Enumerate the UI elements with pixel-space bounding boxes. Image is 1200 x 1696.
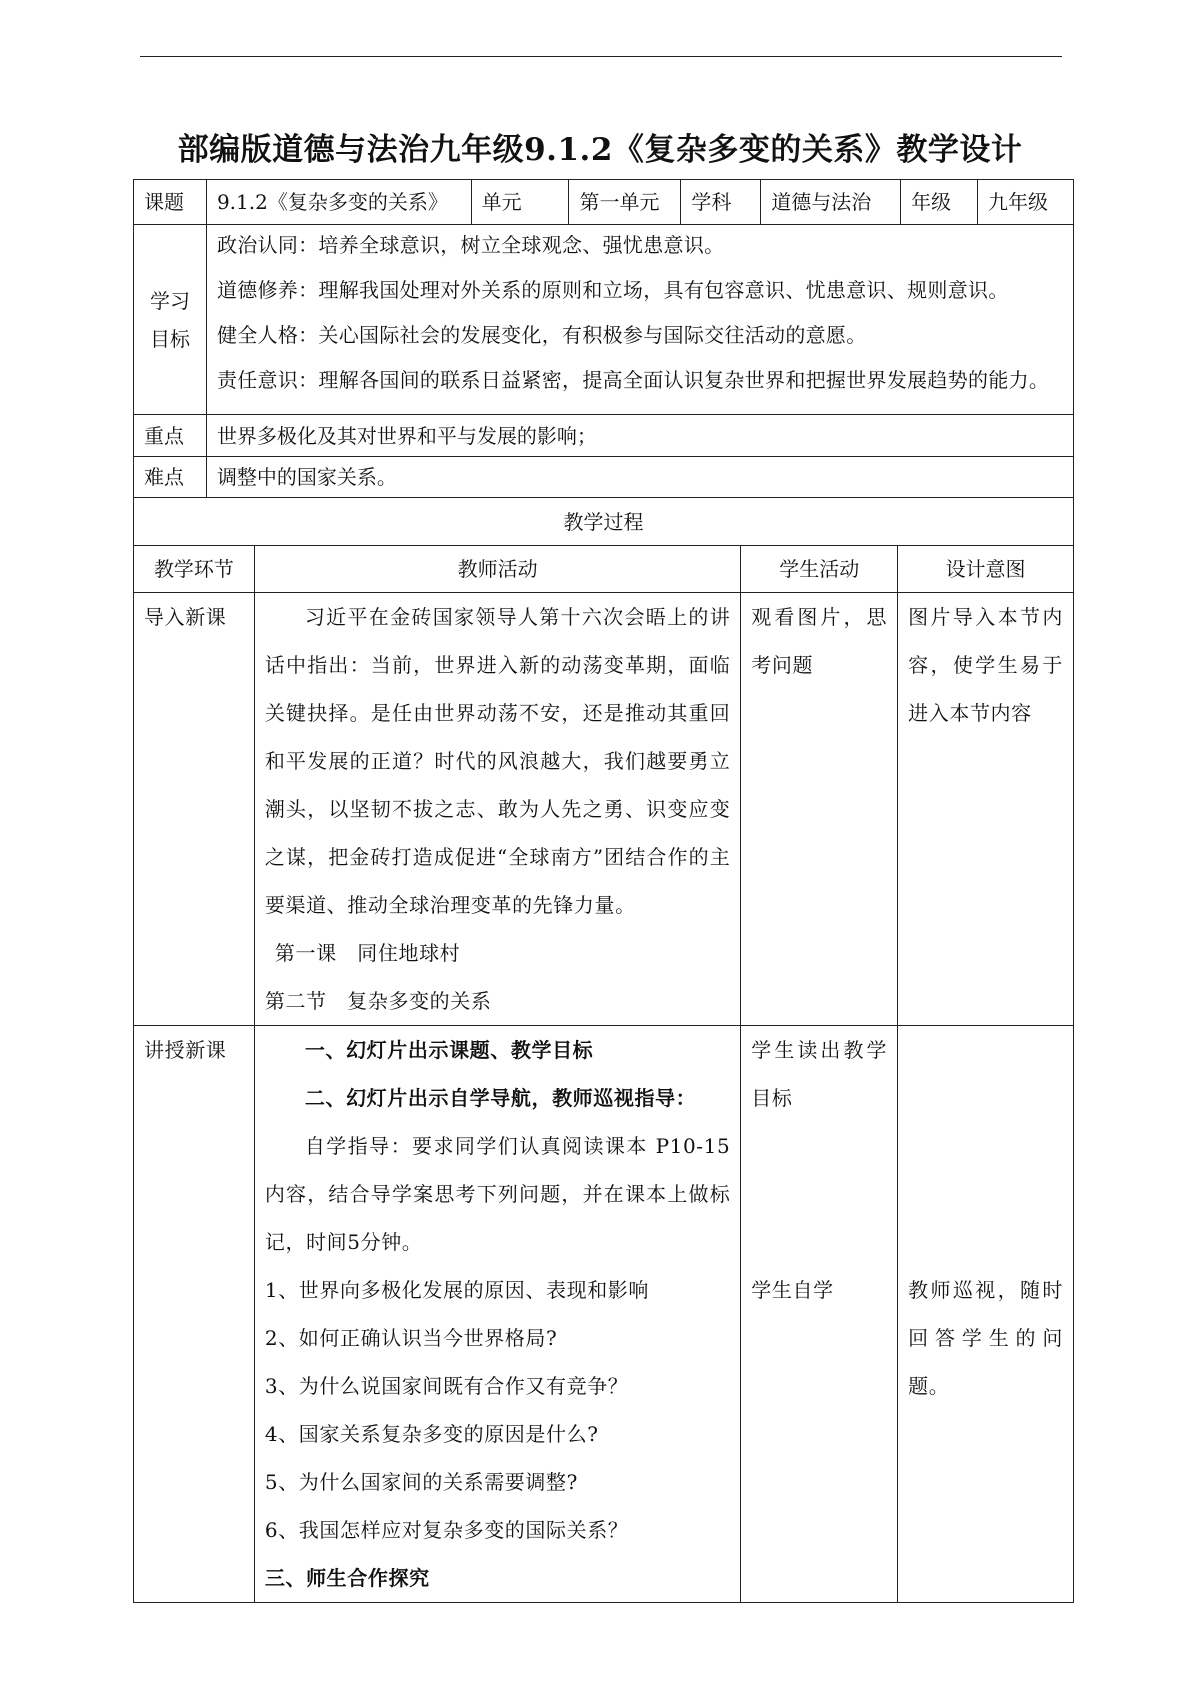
objective-personality: 健全人格：关心国际社会的发展变化，有积极参与国际交往活动的意愿。 — [216, 323, 867, 347]
objective-responsibility: 责任意识：理解各国间的联系日益紧密，提高全面认识复杂世界和把握世界发展趋势的能力。 — [216, 368, 1050, 392]
question-6: 6、我国怎样应对复杂多变的国际关系？ — [264, 1518, 629, 1542]
key-point-value: 世界多极化及其对世界和平与发展的影响； — [206, 415, 1073, 457]
student-read-objectives: 学生读出教学目标 — [751, 1038, 888, 1110]
intro-student-activity — [741, 593, 898, 1026]
intro-section-line: 第二节 复杂多变的关系 — [264, 989, 492, 1013]
intent-teacher-patrol: 教师巡视，随时回答学生的问题。 — [908, 1278, 1063, 1398]
process-title-row — [134, 498, 1074, 546]
objective-moral: 道德修养：理解我国处理对外关系的原则和立场，具有包容意识、忧患意识、规则意识。 — [216, 278, 1009, 302]
question-5: 5、为什么国家间的关系需要调整? — [264, 1470, 578, 1494]
lesson-row — [134, 180, 1074, 225]
intro-design-intent — [898, 593, 1074, 1026]
new-stage — [134, 1026, 255, 1603]
question-3: 3、为什么说国家间既有合作又有竞争？ — [264, 1374, 629, 1398]
new-student-activity — [741, 1026, 898, 1603]
intro-stage — [134, 593, 255, 1026]
question-1: 1、世界向多极化发展的原因、表现和影响 — [264, 1278, 649, 1302]
header-teacher-activity: 教师活动 — [254, 546, 740, 593]
lesson-info-table — [133, 179, 1074, 498]
header-design-intent: 设计意图 — [898, 546, 1074, 593]
subject-label: 学科 — [681, 180, 761, 225]
intro-speech-paragraph: 习近平在金砖国家领导人第十六次会晤上的讲话中指出：当前，世界进入新的动荡变革期，面临关键抉择。是任由世界动荡不安，还是推动其重回和平发展的正道？时代的风浪越大，我们越要勇立潮头，以坚韧不拔之志、敢为人先之勇、识变应变之谋，把金砖打造成促进“全球南方”团结合作的主要渠道、推动全球治理变革的先锋力量。 — [264, 605, 731, 917]
header-rule — [140, 56, 1062, 57]
step-2-self-study: 二、幻灯片出示自学导航，教师巡视指导： — [304, 1086, 697, 1110]
process-title: 教学过程 — [134, 498, 1074, 546]
objectives-label-line-1: 学习 — [149, 288, 190, 313]
new-stage-label: 讲授新课 — [144, 1038, 227, 1062]
difficulty-value: 调整中的国家关系。 — [206, 457, 1073, 498]
header-stage: 教学环节 — [134, 546, 255, 593]
step-1-slides-objectives: 一、幻灯片出示课题、教学目标 — [304, 1038, 594, 1062]
step-3-cooperative-inquiry: 三、师生合作探究 — [264, 1566, 430, 1590]
intro-intent-text: 图片导入本节内容，使学生易于进入本节内容 — [908, 605, 1063, 725]
intro-row — [134, 593, 1074, 1026]
document-title: 部编版道德与法治九年级9.1.2《复杂多变的关系》教学设计 — [177, 132, 1023, 168]
objectives-row — [134, 225, 1074, 415]
lesson-value: 9.1.2《复杂多变的关系》 — [206, 180, 471, 225]
difficulty-label: 难点 — [134, 457, 207, 498]
teaching-process-table — [133, 497, 1074, 1603]
intro-stage-label: 导入新课 — [144, 605, 227, 629]
subject-value: 道德与法治 — [761, 180, 901, 225]
new-design-intent — [898, 1026, 1074, 1603]
new-lesson-row — [134, 1026, 1074, 1603]
unit-label: 单元 — [471, 180, 569, 225]
new-teacher-activity — [254, 1026, 740, 1603]
unit-value: 第一单元 — [569, 180, 681, 225]
self-study-guide: 自学指导：要求同学们认真阅读课本 P10-15内容，结合导学案思考下列问题，并在课本上做标记，时间5分钟。 — [264, 1134, 731, 1254]
grade-value: 九年级 — [978, 180, 1074, 225]
lesson-label: 课题 — [134, 180, 207, 225]
objective-political: 政治认同：培养全球意识，树立全球观念、强忧患意识。 — [216, 233, 725, 257]
objectives-label-line-2: 目标 — [149, 326, 190, 351]
objectives-content — [206, 225, 1073, 415]
intro-teacher-activity — [254, 593, 740, 1026]
key-point-row — [134, 415, 1074, 457]
key-point-label: 重点 — [134, 415, 207, 457]
intro-student-text: 观看图片，思考问题 — [751, 605, 888, 677]
header-student-activity: 学生活动 — [741, 546, 898, 593]
intent-spacer — [908, 1026, 1063, 1266]
student-self-study: 学生自学 — [751, 1278, 834, 1302]
student-spacer — [751, 1122, 887, 1266]
objectives-label — [134, 225, 207, 415]
question-4: 4、国家关系复杂多变的原因是什么? — [264, 1422, 599, 1446]
difficulty-row — [134, 457, 1074, 498]
grade-label: 年级 — [901, 180, 978, 225]
question-2: 2、如何正确认识当今世界格局? — [264, 1326, 558, 1350]
process-header-row — [134, 546, 1074, 593]
intro-lesson-line: 第一课 同住地球村 — [274, 941, 461, 965]
